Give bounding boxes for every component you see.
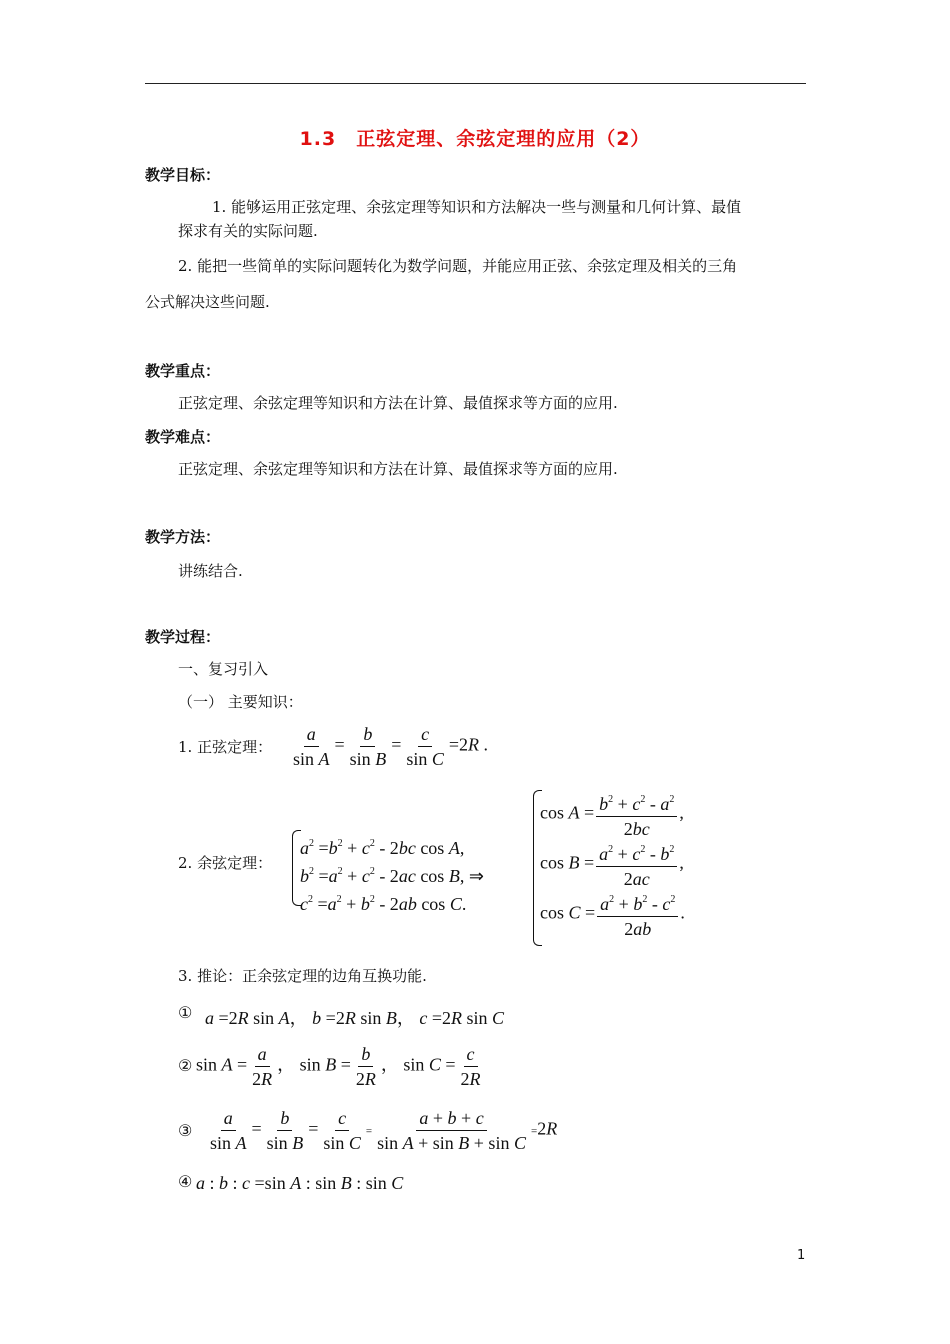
law-of-sines-label: 1. 正弦定理： [178,738,273,756]
cosine-B-formula: cos B = $\frac{a^2 + c^2 - b^2}{2ac}$ , [540,840,684,889]
method-text: 讲练结合. [178,562,243,580]
goal-2-line-1: 2. 能把一些简单的实际问题转化为数学问题，并能应用正弦、余弦定理及相关的三角 [178,257,738,275]
focus-text: 正弦定理、余弦定理等知识和方法在计算、最值探求等方面的应用. [178,394,618,412]
circled-four: ④ [178,1172,193,1191]
goal-2-line-2: 公式解决这些问题. [145,293,270,311]
law-of-cosines-label: 2. 余弦定理： [178,854,273,872]
cosine-A-formula: cos A = $\frac{b^2 + c^2 - a^2}{2bc}$ , [540,790,684,839]
method-heading: 教学方法： [145,528,221,546]
corollary-formula-3: $\frac{a}{\text{sin A}}$ = $\frac{b}{\text{sin B}}$ = $\frac{c}{\text{sin C}}$ = $\frac{a + b + c}{\text{sin A + sin B + sin C}}$ =2R [210,1108,558,1153]
page-title: 1.3 正弦定理、余弦定理的应用（2） [299,128,651,150]
page-number: 1 [797,1248,806,1263]
law-of-cosines-system: $a^2 =b^2 + c^2 - 2bc$ cos A, $b^2 =a^2 + c^2 - 2ac$ cos B, ⇒ $c^2 =a^2 + b^2 - 2ab$ cos C. [300,838,484,914]
goals-heading: 教学目标： [145,166,221,184]
difficulty-heading: 教学难点： [145,428,221,446]
corollary-heading: 3. 推论：正余弦定理的边角互换功能. [178,967,427,985]
cosine-C-formula: cos C = $\frac{a^2 + b^2 - c^2}{2ab}$ . [540,890,685,939]
review-heading: 一、复习引入 [178,660,269,678]
goal-1-line-1: 1. 能够运用正弦定理、余弦定理等知识和方法解决一些与测量和几何计算、最值 [212,198,742,216]
corollary-formula-4: a : b : c =sin A : sin B : sin C [196,1173,404,1193]
focus-heading: 教学重点： [145,362,221,380]
corollary-formula-2: sin A = $\frac{a}{2R}$ ， sin B = $\frac{b}{2R}$ ， sin C = $\frac{c}{2R}$ [196,1044,481,1089]
circled-three: ③ [178,1121,193,1140]
header-rule [145,83,806,84]
circled-one: ① [178,1003,193,1022]
law-of-sines-formula: $\frac{a}{\text{sin A}}$ = $\frac{b}{\text{sin B}}$ = $\frac{c}{\text{sin C}}$ =2R . [293,724,489,769]
circled-two: ② [178,1056,193,1075]
goal-1-line-2: 探求有关的实际问题. [178,222,318,240]
process-heading: 教学过程： [145,628,221,646]
knowledge-heading: （一） 主要知识： [178,693,303,711]
corollary-formula-1: a =2R sin A， b =2R sin B， c =2R sin C [205,1008,505,1028]
difficulty-text: 正弦定理、余弦定理等知识和方法在计算、最值探求等方面的应用. [178,460,618,478]
